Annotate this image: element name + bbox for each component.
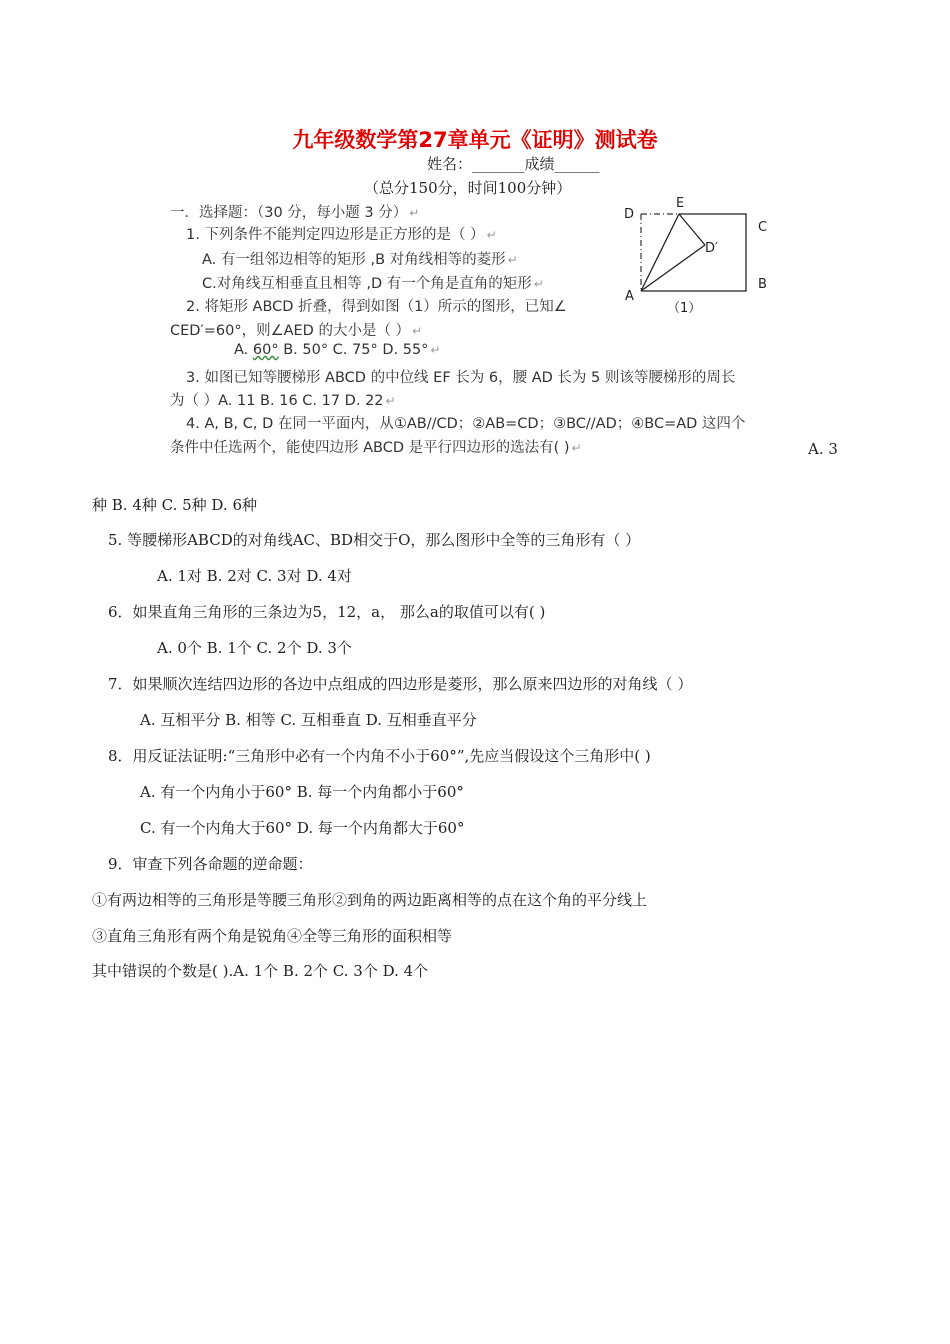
q2-options: A. 60° B. 50° C. 75° D. 55° ↵ [234, 342, 441, 358]
section-heading: 一．选择题：（30 分，每小题 3 分） ↵ [170, 205, 420, 221]
q2-stem: 2. 将矩形 ABCD 折叠，得到如图（1）所示的图形，已知∠ [186, 299, 567, 315]
q7-stem: 7．如果顺次连结四边形的各边中点组成的四边形是菱形，那么原来四边形的对角线（ ） [108, 675, 693, 693]
fig-fold-ed [679, 214, 705, 245]
q2-option-a-value: 60° [252, 342, 279, 358]
total-time-line: （总分150分，时间100分钟） [364, 179, 572, 197]
q2-line2: CED′=60°，则∠AED 的大小是（ ） ↵ [170, 323, 423, 339]
page-title: 九年级数学第27章单元《证明》测试卷 [292, 128, 658, 152]
fig-label-dprime: D′ [705, 241, 718, 256]
name-score-line: 姓名：_______成绩______ [427, 155, 600, 173]
q4-option-a: A. 3 [808, 440, 838, 458]
q2-option-a-label: A. [234, 342, 249, 358]
q3-line2: 为（ ）A. 11 B. 16 C. 17 D. 22 ↵ [170, 393, 396, 409]
q8-options-cd: C. 有一个内角大于60° D. 每一个内角都大于60° [140, 819, 465, 837]
fig-label-c: C [758, 220, 768, 235]
fig-label-a: A [625, 289, 634, 304]
fig-fold-ae [641, 214, 679, 291]
q5-options: A. 1对 B. 2对 C. 3对 D. 4对 [157, 567, 352, 585]
fig-label-d: D [624, 207, 635, 222]
q9-stem: 9．审查下列各命题的逆命题： [108, 855, 313, 873]
q1-options-ab: A. 有一组邻边相等的矩形 ,B 对角线相等的菱形 ↵ [202, 252, 518, 268]
q4-stem: 4. A, B, C, D 在同一平面内，从①AB//CD；②AB=CD；③BC//AD；④BC=AD 这四个 [186, 416, 746, 432]
q1-stem: 1. 下列条件不能判定四边形是正方形的是（ ） ↵ [186, 227, 497, 243]
fig-caption: （1） [667, 301, 702, 316]
q6-options: A. 0个 B. 1个 C. 2个 D. 3个 [157, 639, 352, 657]
q3-stem: 3. 如图已知等腰梯形 ABCD 的中位线 EF 长为 6，腰 AD 长为 5 则该等腰梯形的周长 [186, 370, 736, 386]
q7-options: A. 互相平分 B. 相等 C. 互相垂直 D. 互相垂直平分 [140, 711, 477, 729]
q5-stem: 5. 等腰梯形ABCD的对角线AC、BD相交于O，那么图形中全等的三角形有（ ） [108, 531, 641, 549]
fig-fold-ad [641, 245, 705, 291]
fig-label-b: B [758, 277, 767, 292]
q9-proposition-line2: ③直角三角形有两个角是锐角④全等三角形的面积相等 [92, 927, 453, 945]
q9-proposition-line1: ①有两边相等的三角形是等腰三角形②到角的两边距离相等的点在这个角的平分线上 [92, 891, 648, 909]
q9-options: 其中错误的个数是( ).A. 1个 B. 2个 C. 3个 D. 4个 [92, 962, 429, 980]
q2-options-rest: B. 50° C. 75° D. 55° [283, 342, 429, 358]
q8-stem: 8．用反证法证明:“三角形中必有一个内角不小于60°”,先应当假设这个三角形中( ) [108, 747, 651, 765]
q1-options-cd: C.对角线互相垂直且相等 ,D 有一个角是直角的矩形 ↵ [202, 276, 544, 292]
figure-1 [615, 188, 790, 323]
fig-label-e: E [676, 196, 685, 211]
q8-options-ab: A. 有一个内角小于60° B. 每一个内角都小于60° [140, 783, 464, 801]
q4-options-rest: 种 B. 4种 C. 5种 D. 6种 [92, 496, 258, 514]
q6-stem: 6．如果直角三角形的三条边为5，12，a， 那么a的取值可以有( ) [108, 603, 546, 621]
q4-line2: 条件中任选两个，能使四边形 ABCD 是平行四边形的选法有( ) ↵ [170, 440, 582, 456]
